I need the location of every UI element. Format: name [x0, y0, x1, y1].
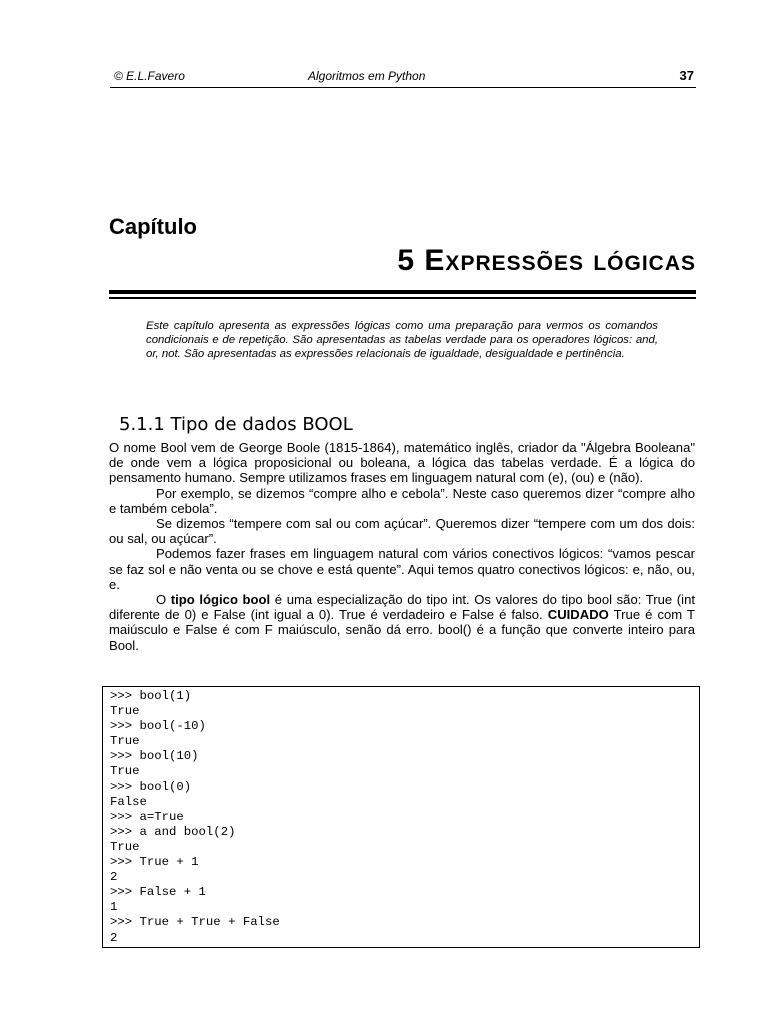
code-line: 2: [110, 870, 118, 885]
paragraph-5: [109, 592, 695, 653]
caution-label: CUIDADO: [547, 607, 609, 623]
code-line: 1: [110, 900, 118, 915]
chapter-rule-thick: [109, 290, 696, 294]
chapter-rule-thin: [109, 297, 696, 299]
code-line: >>> True + True + False: [110, 915, 280, 930]
code-line: >>> False + 1: [110, 885, 206, 900]
paragraph-3: Se dizemos “tempere com sal ou com açúcar”. Queremos dizer “tempere com um dos dois: ou sal, ou açúcar”.: [109, 516, 695, 547]
code-line: True: [110, 839, 140, 854]
paragraph-1: O nome Bool vem de George Boole (1815-1864), matemático inglês, criador da "Álgebra Booleana" de onde vem a lógica proposicional ou boleana, a lógica das tabelas verdade. É a lógica do pensamento humano. Sempre utilizamos frases em linguagem natural com (e), (ou) e (não).: [109, 440, 695, 486]
chapter-abstract: Este capítulo apresenta as expressões lógicas como uma preparação para vermos os comandos condicionais e de repetição. São apresentadas as tabelas verdade para os operadores lógicos: and, or, not. São apresentadas as expressões relacionais de igualdade, desigualdade e pertinência.: [146, 320, 658, 361]
code-line: >>> a=True: [110, 809, 184, 824]
paragraph-5-end: True é com T maiúsculo e False é com F maiúsculo, senão dá erro. bool() é a função que converte inteiro para Bool.: [109, 607, 695, 653]
paragraph-4: Podemos fazer frases em linguagem natural com vários conectivos lógicos: “vamos pescar se faz sol e não venta ou se chove e está quente”. Aqui temos quatro conectivos lógicos: e, não, ou, e.: [109, 546, 695, 592]
code-line: >>> bool(0): [110, 779, 192, 794]
code-line: >>> True + 1: [110, 855, 199, 870]
header-book-title: Algoritmos em Python: [308, 69, 426, 83]
code-line: True: [110, 704, 140, 719]
code-line: >>> a and bool(2): [110, 824, 236, 839]
code-line: False: [110, 794, 147, 809]
code-line: 2: [110, 930, 118, 945]
header-author: © E.L.Favero: [114, 69, 185, 83]
code-listing: [102, 686, 700, 948]
code-line: True: [110, 734, 140, 749]
code-line: True: [110, 764, 140, 779]
paragraph-5-middle: é uma especialização do tipo int. Os valores do tipo bool são: True (int diferente de 0) e False (int igual a 0). True é verdadeiro e False é falso.: [109, 592, 695, 623]
chapter-title: 5 Expressões lógicas: [397, 244, 696, 277]
bold-term: tipo lógico bool: [170, 592, 271, 608]
code-line: >>> bool(-10): [110, 719, 206, 734]
body-text: [109, 440, 695, 653]
code-line: >>> bool(10): [110, 749, 199, 764]
section-title: 5.1.1 Tipo de dados BOOL: [119, 414, 353, 435]
paragraph-2: Por exemplo, se dizemos “compre alho e cebola”. Neste caso queremos dizer “compre alho e também cebola”.: [109, 485, 695, 516]
chapter-label: Capítulo: [109, 214, 197, 239]
paragraph-5-start: O: [156, 592, 171, 608]
code-line: >>> bool(1): [110, 689, 192, 703]
page-number: 37: [679, 68, 694, 83]
page-header: [110, 67, 696, 88]
